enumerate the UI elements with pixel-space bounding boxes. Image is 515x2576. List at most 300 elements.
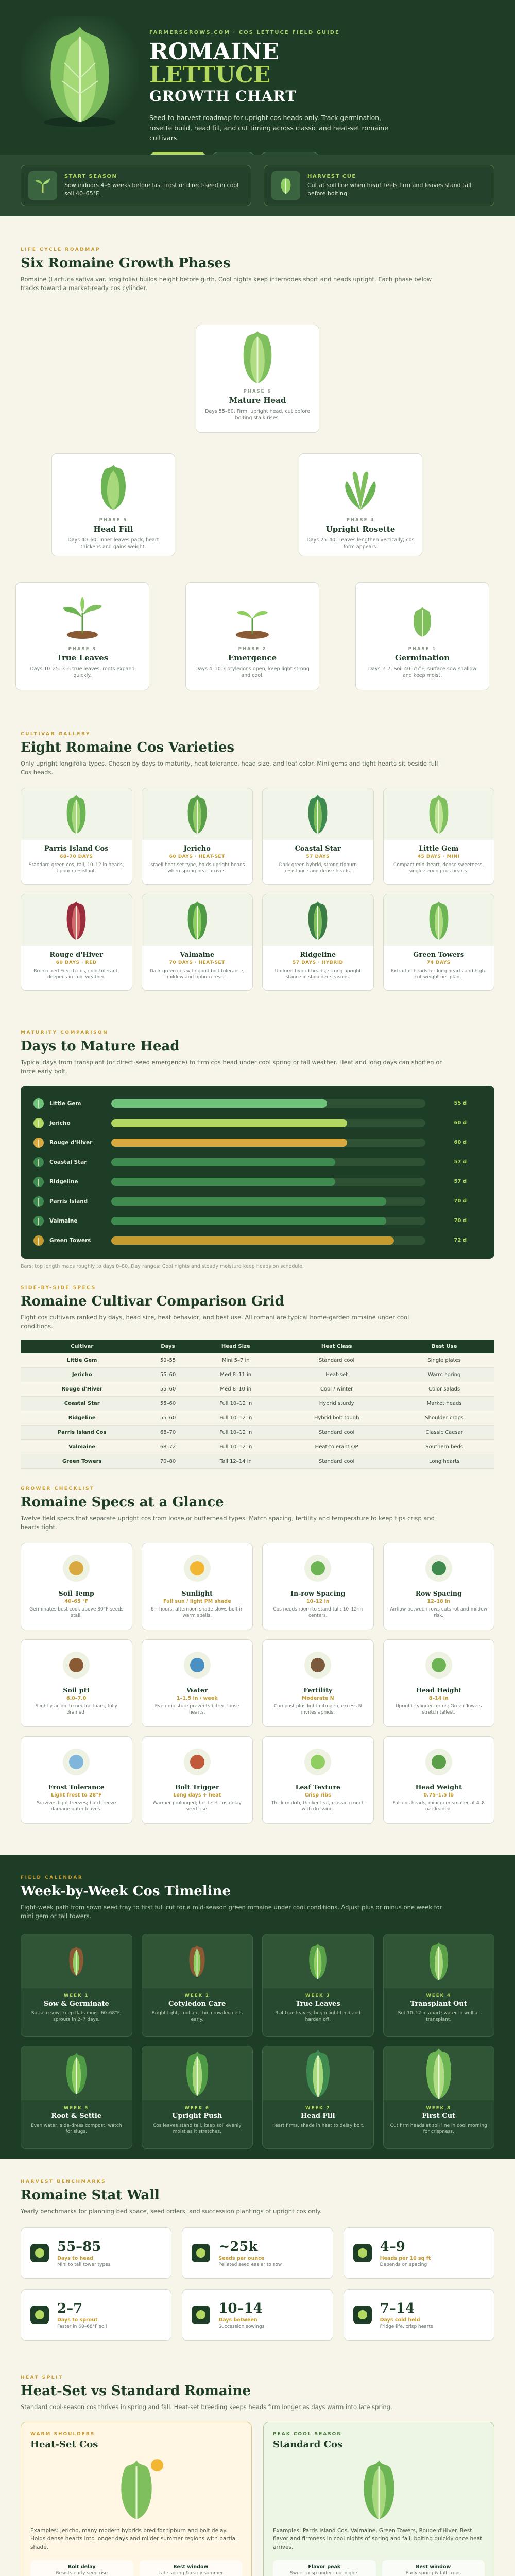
timeline-name: Cotyledon Care xyxy=(168,1999,226,2008)
chart-bar-track xyxy=(111,1197,425,1206)
timeline-desc: Heart firms, shade in heat to delay bolt. xyxy=(271,2123,365,2128)
table-cell: Color salads xyxy=(394,1382,494,1396)
spec-value: Full sun / light PM shade xyxy=(163,1598,231,1604)
table-cell: Standard cool xyxy=(279,1353,394,1368)
harvest-lettuce-icon xyxy=(271,171,300,200)
phase-card-3 xyxy=(15,582,149,690)
chart-category-label: Parris Island xyxy=(49,1198,88,1205)
hero-title-line2: LETTUCE xyxy=(149,61,271,88)
table-row xyxy=(21,1425,494,1439)
timeline-plant-icon xyxy=(21,1934,132,1988)
table-cell: 50–55 xyxy=(143,1353,192,1368)
table-row xyxy=(21,1454,494,1468)
head-fill-icon xyxy=(52,458,175,515)
timeline-desc: Cos leaves stand tall, keep soil evenly moist as it stretches. xyxy=(152,2123,242,2134)
timeline-week: WEEK 7 xyxy=(305,2105,331,2111)
bolt-icon xyxy=(142,1744,253,1780)
phase-2-desc: Days 4–10. Cotyledons open, keep light strong and cool. xyxy=(195,666,310,679)
comparison-section xyxy=(0,1280,515,1476)
stat-text xyxy=(380,2239,431,2267)
variety-days: 70 DAYS · HEAT-SET xyxy=(169,960,225,965)
stats-section xyxy=(0,2159,515,2365)
variety-name: Ridgeline xyxy=(300,951,336,959)
stat-label: Days cold held xyxy=(380,2317,420,2323)
chart-row xyxy=(33,1094,482,1113)
timeline-plant-icon xyxy=(384,2046,494,2100)
spec-name: Head Weight xyxy=(415,1783,462,1791)
frost-icon xyxy=(21,1744,132,1780)
spec-desc: Cos needs room to stand tall: 10–12 in centers. xyxy=(273,1606,363,1618)
spec-card xyxy=(142,1736,253,1824)
chart-row xyxy=(33,1153,482,1172)
timeline-desc: Even water, side-dress compost, watch for slugs. xyxy=(30,2123,122,2134)
table-header-cell: Cultivar xyxy=(21,1340,143,1353)
days-bar-chart xyxy=(21,1086,494,1259)
spec-desc: Survives light freezes; hard freeze damage outer leaves. xyxy=(37,1800,116,1812)
true-leaves-icon xyxy=(16,587,149,643)
table-header-cell: Head Size xyxy=(193,1340,279,1353)
spec-name: Sunlight xyxy=(181,1589,213,1597)
variety-card xyxy=(262,894,374,991)
phase-2-name: Emergence xyxy=(228,653,277,663)
hero-title-line3: GROWTH CHART xyxy=(149,87,297,105)
timeline-plant-icon xyxy=(263,1934,373,1988)
variety-name: Coastal Star xyxy=(295,844,341,853)
table-row xyxy=(21,1396,494,1411)
compare-panels xyxy=(21,2422,494,2576)
spec-desc: Slightly acidic to neutral loam, fully drained. xyxy=(35,1703,117,1715)
table-cell: Full 10–12 in xyxy=(193,1439,279,1454)
chart-bar-track xyxy=(111,1236,425,1245)
phase-card-6 xyxy=(196,325,319,433)
standard-lettuce-icon xyxy=(273,2455,485,2522)
stat-text xyxy=(380,2301,433,2329)
table-title: Romaine Cultivar Comparison Grid xyxy=(21,1294,284,1309)
timeline-desc: Surface sow, keep flats moist 60–68°F, sprouts in 2–7 days. xyxy=(31,2010,122,2022)
days-eyebrow: MATURITY COMPARISON xyxy=(21,1030,109,1036)
spec-card xyxy=(383,1639,495,1727)
table-cell: Full 10–12 in xyxy=(193,1396,279,1411)
stat-desc: Succession sowings xyxy=(218,2324,265,2329)
timeline-eyebrow: FIELD CALENDAR xyxy=(21,1875,83,1880)
hero-section xyxy=(0,0,515,216)
variety-days: 74 DAYS xyxy=(426,960,451,965)
stat-label: Days between xyxy=(218,2317,258,2323)
timeline-card xyxy=(21,2046,132,2149)
table-description: Eight cos cultivars ranked by days, head size, heat behavior, and best use. All romani are typical home-garden romaine under cool conditions. xyxy=(21,1314,409,1330)
chart-bar-track xyxy=(111,1178,425,1186)
table-cell: Warm spring xyxy=(394,1367,494,1382)
stat-desc: Fridge life, crisp hearts xyxy=(380,2324,433,2329)
variety-days: 45 DAYS · MINI xyxy=(417,854,460,859)
chart-value-label: 72 d xyxy=(454,1238,467,1243)
table-cell: Tall 12–14 in xyxy=(193,1454,279,1468)
timeline-name: Head Fill xyxy=(300,2112,335,2120)
variety-desc: Standard green cos, tall, 10–12 in heads, tipburn resistant. xyxy=(28,862,124,874)
standard-fact-1-title: Flavor peak xyxy=(308,2564,341,2570)
phases-section xyxy=(0,216,515,726)
table-cell: Rouge d'Hiver xyxy=(21,1382,143,1396)
table-cell: Cool / winter xyxy=(279,1382,394,1396)
fridge-icon xyxy=(352,2304,373,2325)
spec-name: Frost Tolerance xyxy=(48,1783,105,1791)
spec-name: Soil pH xyxy=(63,1686,90,1694)
stat-label: Seeds per ounce xyxy=(218,2255,265,2261)
row-spacing-icon xyxy=(384,1550,494,1586)
timeline-section xyxy=(0,1855,515,2159)
chart-bar-track xyxy=(111,1217,425,1225)
variety-card xyxy=(383,894,495,991)
table-header-row xyxy=(21,1340,494,1353)
table-row xyxy=(21,1353,494,1368)
variety-days: 60 DAYS · HEAT-SET xyxy=(169,854,225,859)
table-cell: Standard cool xyxy=(279,1454,394,1468)
standard-eyebrow: PEAK COOL SEASON xyxy=(273,2432,342,2437)
timeline-plant-icon xyxy=(263,2046,373,2100)
timeline-desc: Set 10–12 in apart; water in well at transplant. xyxy=(398,2010,479,2022)
chart-bar xyxy=(111,1178,335,1186)
chart-value-label: 70 d xyxy=(454,1218,467,1224)
days-description: Typical days from transplant (or direct-seed emergence) to firm cos head under cool spring or fall weather. Heat and long days can shorten or force early bolt. xyxy=(21,1059,442,1075)
table-cell: 68–70 xyxy=(143,1425,192,1439)
chart-category-label: Coastal Star xyxy=(49,1159,87,1165)
stat-card xyxy=(182,2289,333,2341)
hero-lettuce-illustration xyxy=(21,16,139,135)
variety-card xyxy=(21,894,132,991)
phase-3-desc: Days 10–25. 3–6 true leaves, roots expand quickly. xyxy=(30,666,135,679)
phases-eyebrow: LIFE CYCLE ROADMAP xyxy=(21,247,101,252)
chart-row-lettuce-icon xyxy=(33,1137,44,1148)
spec-name: Head Height xyxy=(416,1686,462,1694)
timeline-card xyxy=(262,1934,374,2037)
timeline-desc: Bright light, cool air, thin crowded cells early. xyxy=(151,2010,243,2022)
table-cell: Standard cool xyxy=(279,1425,394,1439)
phase-3-number: PHASE 3 xyxy=(68,647,97,652)
phase-6-number: PHASE 6 xyxy=(243,389,272,394)
spec-card xyxy=(142,1639,253,1727)
timeline-week: WEEK 4 xyxy=(426,1993,451,1998)
chart-value-label: 57 d xyxy=(454,1159,467,1165)
spec-value: 8–14 in xyxy=(428,1695,449,1701)
chart-row-lettuce-icon xyxy=(33,1098,44,1109)
variety-days: 57 DAYS xyxy=(306,854,330,859)
chart-row xyxy=(33,1172,482,1192)
table-cell: Coastal Star xyxy=(21,1396,143,1411)
table-cell: 55–60 xyxy=(143,1382,192,1396)
table-cell: 55–60 xyxy=(143,1411,192,1425)
phase-4-desc: Days 25–40. Leaves lengthen vertically; cos form appears. xyxy=(306,537,415,550)
spec-name: Leaf Texture xyxy=(295,1783,340,1791)
chart-bar xyxy=(111,1197,386,1206)
timeline-name: True Leaves xyxy=(295,1999,340,2008)
spec-desc: Germinates best cool, above 80°F seeds stall. xyxy=(29,1606,124,1618)
standard-fact-2-title: Best window xyxy=(416,2564,451,2570)
variety-lettuce-icon xyxy=(142,788,253,840)
variety-lettuce-icon xyxy=(384,894,494,946)
variety-desc: Israeli heat-set type, holds upright heads when spring heat arrives. xyxy=(149,862,245,874)
spec-desc: Warmer prolonged; heat-set cos delay seed rise. xyxy=(152,1800,242,1812)
heat-set-fact-1-title: Bolt delay xyxy=(67,2564,96,2570)
table-cell: Heat-set xyxy=(279,1367,394,1382)
season-start-title: START SEASON xyxy=(64,174,117,180)
standard-fact-2-desc: Early spring & fall crops xyxy=(405,2570,461,2576)
timeline-name: Upright Push xyxy=(172,2112,222,2120)
heat-set-fact-1 xyxy=(30,2560,133,2576)
spec-desc: 6+ hours; afternoon shade slows bolt in warm spells. xyxy=(150,1606,244,1618)
variety-desc: Extra-tall heads for long hearts and high-cut weight per plant. xyxy=(390,968,487,980)
stat-number: 55–85 xyxy=(57,2239,101,2255)
variety-days: 57 DAYS · HYBRID xyxy=(292,960,344,965)
stat-desc: Mini to tall tower types xyxy=(57,2262,111,2267)
chart-value-label: 55 d xyxy=(454,1100,467,1106)
chart-row xyxy=(33,1113,482,1133)
heat-set-title: Heat-Set Cos xyxy=(30,2439,98,2450)
table-cell: Parris Island Cos xyxy=(21,1425,143,1439)
timeline-week: WEEK 6 xyxy=(184,2105,210,2111)
spec-card xyxy=(21,1543,132,1630)
scale-icon xyxy=(384,1744,494,1780)
chart-row xyxy=(33,1133,482,1153)
stats-grid xyxy=(21,2227,494,2341)
chart-bar xyxy=(111,1217,386,1225)
variety-desc: Dark green hybrid, strong tipburn resistance and dense heads. xyxy=(279,862,357,874)
chart-category-label: Rouge d'Hiver xyxy=(49,1139,93,1146)
chart-category-label: Jericho xyxy=(49,1120,71,1126)
variety-desc: Compact mini heart, dense sweetness, single-serving cos hearts. xyxy=(393,862,484,874)
timeline-desc: 3–4 true leaves, begin light feed and harden off. xyxy=(275,2010,361,2022)
grid-icon xyxy=(352,2243,373,2263)
water-icon xyxy=(142,1647,253,1683)
heat-set-text: Examples: Jericho, many modern hybrids bred for tipburn and bolt delay. Holds dense hearts into longer days and milder summer regions with partial shade. xyxy=(30,2528,237,2550)
chart-row xyxy=(33,1231,482,1250)
spec-desc: Full cos heads; mini gem smaller at 4–8 oz cleaned. xyxy=(392,1800,485,1812)
timeline-week: WEEK 8 xyxy=(426,2105,451,2111)
specs-eyebrow: GROWER CHECKLIST xyxy=(21,1486,95,1492)
timeline-week: WEEK 3 xyxy=(305,1993,331,1998)
varieties-section xyxy=(0,726,515,1020)
standard-facts xyxy=(273,2560,485,2576)
sun-icon xyxy=(142,1550,253,1586)
leaf-texture-icon xyxy=(263,1744,373,1780)
variety-lettuce-icon xyxy=(21,788,132,840)
varieties-description: Only upright longifolia types. Chosen by days to maturity, heat tolerance, head size, and leaf color. Mini gems and tight hearts sit beside full Cos heads. xyxy=(21,760,438,776)
table-row xyxy=(21,1367,494,1382)
stat-label: Days to sprout xyxy=(57,2317,98,2323)
table-cell: 68–72 xyxy=(143,1439,192,1454)
phase-card-5 xyxy=(52,453,175,556)
specs-title: Romaine Specs at a Glance xyxy=(21,1495,224,1510)
timeline-week: WEEK 1 xyxy=(64,1993,89,1998)
table-cell: Valmaine xyxy=(21,1439,143,1454)
timeline-plant-icon xyxy=(21,2046,132,2100)
chart-row xyxy=(33,1211,482,1231)
table-row xyxy=(21,1411,494,1425)
variety-days: 60 DAYS · RED xyxy=(56,960,97,965)
table-cell: Long hearts xyxy=(394,1454,494,1468)
table-cell: 70–80 xyxy=(143,1454,192,1468)
table-header-cell: Days xyxy=(143,1340,192,1353)
table-header-cell: Best Use xyxy=(394,1340,494,1353)
chart-category-label: Ridgeline xyxy=(49,1178,78,1185)
hero-title-line1: ROMAINE xyxy=(149,39,280,65)
fertility-icon xyxy=(263,1647,373,1683)
stats-title: Romaine Stat Wall xyxy=(21,2188,160,2203)
stat-text xyxy=(57,2301,107,2329)
stat-card xyxy=(21,2289,171,2341)
stat-text xyxy=(57,2239,110,2267)
timeline-name: First Cut xyxy=(422,2112,456,2120)
spec-value: Long days + heat xyxy=(173,1792,221,1798)
heat-set-fact-2-desc: Late spring & early summer xyxy=(158,2570,224,2576)
standard-cos-panel xyxy=(263,2422,494,2576)
stat-desc: Faster in 60–68°F soil xyxy=(57,2324,107,2329)
mature-head-icon xyxy=(196,329,319,386)
stat-label: Heads per 10 sq ft xyxy=(380,2255,431,2261)
timeline-card xyxy=(383,1934,495,2037)
table-cell: 55–60 xyxy=(143,1396,192,1411)
table-cell: Southern beds xyxy=(394,1439,494,1454)
timeline-card xyxy=(142,1934,253,2037)
compare-section xyxy=(0,2365,515,2576)
spec-card xyxy=(21,1639,132,1727)
variety-name: Green Towers xyxy=(413,951,465,959)
cultivar-table xyxy=(21,1340,494,1469)
chart-bar xyxy=(111,1099,327,1108)
variety-lettuce-icon xyxy=(142,894,253,946)
phase-1-name: Germination xyxy=(395,653,450,663)
standard-fact-2 xyxy=(382,2560,485,2576)
timeline-plant-icon xyxy=(142,1934,253,1988)
phase-5-name: Head Fill xyxy=(93,524,133,534)
chart-row xyxy=(33,1192,482,1211)
stat-label: Days to head xyxy=(57,2255,93,2261)
spec-desc: Thick midrib, thicker leaf, classic crunch with dressing. xyxy=(271,1800,365,1812)
table-cell: Classic Caesar xyxy=(394,1425,494,1439)
chart-note: Bars: top length maps roughly to days 0–80. Day ranges: Cool nights and steady moisture keep heads on schedule. xyxy=(21,1263,304,1269)
stat-desc: Depends on spacing xyxy=(380,2262,427,2267)
timeline-week: WEEK 2 xyxy=(184,1993,210,1998)
stat-desc: Pelleted seed easier to sow xyxy=(218,2262,282,2267)
timeline-card xyxy=(383,2046,495,2149)
heat-set-fact-2-title: Best window xyxy=(173,2564,209,2570)
stats-description: Yearly benchmarks for planning bed space, seed orders, and succession plantings of upright cos only. xyxy=(21,2208,322,2215)
table-eyebrow: SIDE-BY-SIDE SPECS xyxy=(21,1285,96,1291)
variety-name: Little Gem xyxy=(419,844,459,853)
seedling-icon xyxy=(28,171,57,200)
spec-card xyxy=(21,1736,132,1824)
phases-description: Romaine (Lactuca sativa var. longifolia) builds height before girth. Cool nights keep internodes short and heads upright. Each phase below tracks toward a market-ready cos cylinder. xyxy=(21,276,432,292)
chart-category-label: Little Gem xyxy=(49,1100,81,1107)
phase-6-name: Mature Head xyxy=(229,396,286,405)
soil-ph-icon xyxy=(21,1647,132,1683)
chart-bar-track xyxy=(111,1099,425,1108)
variety-card xyxy=(142,788,253,885)
spec-card xyxy=(262,1543,374,1630)
chart-value-label: 70 d xyxy=(454,1198,467,1204)
variety-name: Valmaine xyxy=(180,951,215,959)
varieties-title: Eight Romaine Cos Varieties xyxy=(21,740,235,755)
table-header-cell: Heat Class xyxy=(279,1340,394,1353)
chart-row-lettuce-icon xyxy=(33,1157,44,1168)
variety-days: 68–70 DAYS xyxy=(60,854,93,859)
heat-set-fact-1-desc: Resists early seed rise xyxy=(56,2570,108,2576)
chart-row-lettuce-icon xyxy=(33,1176,44,1188)
timeline-week: WEEK 5 xyxy=(64,2105,89,2111)
phases-title: Six Romaine Growth Phases xyxy=(21,256,231,271)
spec-name: Fertility xyxy=(303,1686,333,1694)
hero-eyebrow: FARMERSGROWS.COM · COS LETTUCE FIELD GUIDE xyxy=(149,30,340,36)
table-body xyxy=(21,1353,494,1469)
chart-bar-track xyxy=(111,1158,425,1166)
heat-set-lettuce-icon xyxy=(30,2455,242,2522)
compare-eyebrow: HEAT SPLIT xyxy=(21,2375,63,2380)
stat-card xyxy=(182,2227,333,2279)
heat-set-panel xyxy=(21,2422,252,2576)
heat-set-facts xyxy=(30,2560,242,2576)
season-card-harvest xyxy=(264,165,494,206)
season-harvest-text: Cut at soil line when heart feels firm and leaves stand tall before bolting. xyxy=(307,182,472,197)
days-title: Days to Mature Head xyxy=(21,1039,180,1054)
spec-desc: Airflow between rows cuts rot and mildew risk. xyxy=(390,1606,488,1618)
stat-text xyxy=(218,2301,264,2329)
standard-title: Standard Cos xyxy=(273,2439,343,2450)
table-row xyxy=(21,1382,494,1396)
phase-card-2 xyxy=(185,582,319,690)
spec-card xyxy=(142,1543,253,1630)
chart-category-label: Green Towers xyxy=(49,1237,91,1244)
spec-value: Light frost to 28°F xyxy=(51,1792,102,1798)
timeline-name: Sow & Germinate xyxy=(43,1999,109,2008)
table-cell: Full 10–12 in xyxy=(193,1411,279,1425)
stat-number: 4–9 xyxy=(380,2239,405,2255)
chart-row-lettuce-icon xyxy=(33,1196,44,1207)
table-cell: Full 10–12 in xyxy=(193,1425,279,1439)
stat-number: 2–7 xyxy=(57,2300,83,2316)
phase-3-name: True Leaves xyxy=(56,653,109,663)
stats-eyebrow: HARVEST BENCHMARKS xyxy=(21,2179,107,2184)
table-cell: Little Gem xyxy=(21,1353,143,1368)
hero-description: Seed-to-harvest roadmap for upright cos heads only. Track germination, rosette build, head fill, and cut timing across classic and heat-set romaine cultivars. xyxy=(149,114,388,142)
standard-fact-1-desc: Sweet crisp under cool nights xyxy=(290,2570,359,2576)
table-cell: Med 8–11 in xyxy=(193,1367,279,1382)
timeline-description: Eight-week path from sown seed tray to first full cut for a mid-season green romaine under cool conditions. Adjust plus or minus one week for mini gem or tall towers. xyxy=(21,1904,442,1920)
phase-5-number: PHASE 5 xyxy=(99,518,128,523)
spec-value: 10–12 in xyxy=(306,1598,330,1604)
timeline-name: Root & Settle xyxy=(51,2112,102,2120)
stat-card xyxy=(21,2227,171,2279)
chart-bar xyxy=(111,1139,347,1147)
table-cell: Market heads xyxy=(394,1396,494,1411)
spec-value: 6.0–7.0 xyxy=(66,1695,87,1701)
sprout-icon xyxy=(29,2304,50,2325)
chart-bar xyxy=(111,1119,347,1127)
spec-value: Moderate N xyxy=(301,1695,334,1701)
phase-card-1 xyxy=(355,582,489,690)
variety-card xyxy=(21,788,132,885)
chart-bar xyxy=(111,1236,394,1245)
variety-card xyxy=(142,894,253,991)
days-section xyxy=(0,1020,515,1280)
spec-card xyxy=(383,1543,495,1630)
spec-desc: Compost plus light nitrogen, excess N invites aphids. xyxy=(273,1703,362,1715)
season-card-start xyxy=(21,165,251,206)
spec-card xyxy=(262,1736,374,1824)
specs-section xyxy=(0,1476,515,1855)
phase-4-name: Upright Rosette xyxy=(325,524,396,534)
spec-name: In-row Spacing xyxy=(290,1589,346,1597)
hero-title xyxy=(149,41,489,104)
varieties-eyebrow: CULTIVAR GALLERY xyxy=(21,732,91,737)
